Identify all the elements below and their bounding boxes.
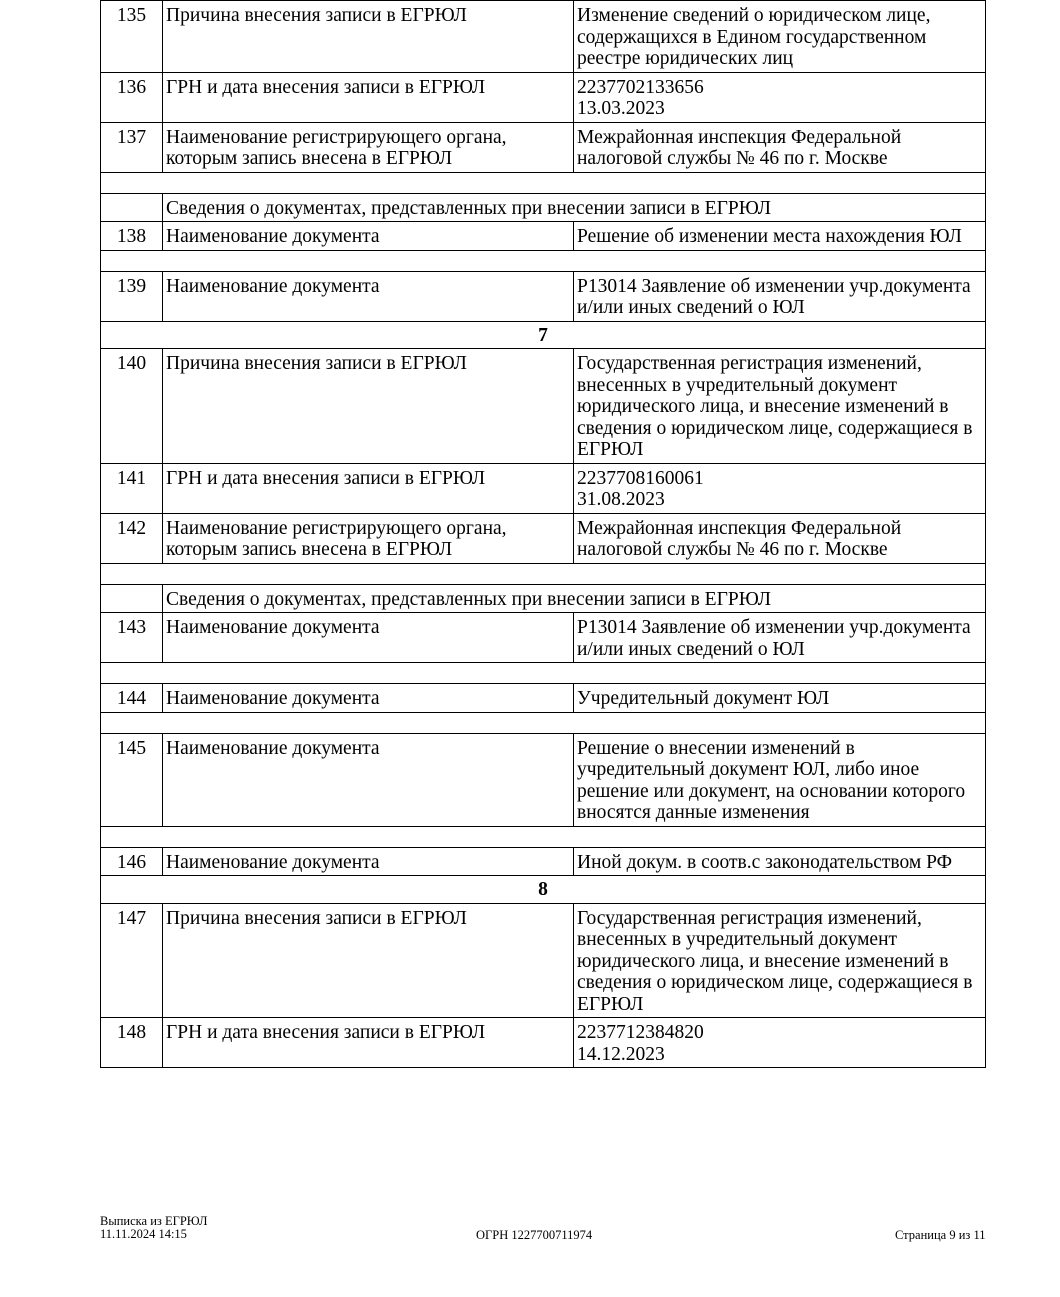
- field-value: Государственная регистрация изменений, внесенных в учредительный документ юридического лица, и внесение изменений в сведения о юридическом лице, содержащиеся в ЕГРЮЛ: [574, 903, 986, 1018]
- field-value: 2237712384820 14.12.2023: [574, 1018, 986, 1068]
- table-row: [101, 1018, 986, 1068]
- footer-page-number: Страница 9 из 11: [895, 1228, 986, 1242]
- field-label: Причина внесения записи в ЕГРЮЛ: [163, 1, 574, 73]
- field-value: Межрайонная инспекция Федеральной налоговой службы № 46 по г. Москве: [574, 122, 986, 172]
- row-number: 146: [101, 847, 163, 876]
- footer-title: Выписка из ЕГРЮЛ: [100, 1214, 208, 1228]
- section-header: Сведения о документах, представленных при внесении записи в ЕГРЮЛ: [163, 193, 986, 222]
- record-number: 8: [101, 876, 986, 904]
- row-number: 135: [101, 1, 163, 73]
- table-row: [101, 271, 986, 321]
- empty-cell: [101, 663, 986, 684]
- section-header: Сведения о документах, представленных при внесении записи в ЕГРЮЛ: [163, 584, 986, 613]
- field-label: Наименование документа: [163, 847, 574, 876]
- table-row: [101, 72, 986, 122]
- empty-number-cell: [101, 584, 163, 613]
- table-row: [101, 684, 986, 713]
- field-label: Наименование документа: [163, 222, 574, 251]
- row-number: 139: [101, 271, 163, 321]
- row-number: 140: [101, 349, 163, 464]
- table-row: [101, 513, 986, 563]
- table-row: [101, 847, 986, 876]
- empty-cell: [101, 563, 986, 584]
- field-value: Р13014 Заявление об изменении учр.документа и/или иных сведений о ЮЛ: [574, 271, 986, 321]
- footer-datetime: 11.11.2024 14:15: [100, 1227, 187, 1241]
- field-value: Решение о внесении изменений в учредительный документ ЮЛ, либо иное решение или документ, на основании которого вносятся данные изменения: [574, 733, 986, 826]
- table-row: [101, 903, 986, 1018]
- section-header-row: [101, 584, 986, 613]
- spacer-row: [101, 250, 986, 271]
- field-label: ГРН и дата внесения записи в ЕГРЮЛ: [163, 72, 574, 122]
- field-label: Причина внесения записи в ЕГРЮЛ: [163, 903, 574, 1018]
- field-value: Изменение сведений о юридическом лице, содержащихся в Едином государственном реестре юридических лиц: [574, 1, 986, 73]
- empty-cell: [101, 172, 986, 193]
- table-row: [101, 122, 986, 172]
- record-number: 7: [101, 321, 986, 349]
- row-number: 144: [101, 684, 163, 713]
- field-value: Государственная регистрация изменений, внесенных в учредительный документ юридического лица, и внесение изменений в сведения о юридическом лице, содержащиеся в ЕГРЮЛ: [574, 349, 986, 464]
- table-row: [101, 222, 986, 251]
- footer-ogrn: ОГРН 1227700711974: [476, 1228, 593, 1242]
- row-number: 137: [101, 122, 163, 172]
- field-label: Наименование регистрирующего органа, которым запись внесена в ЕГРЮЛ: [163, 513, 574, 563]
- spacer-row: [101, 712, 986, 733]
- spacer-row: [101, 826, 986, 847]
- empty-cell: [101, 250, 986, 271]
- section-header-row: [101, 193, 986, 222]
- footer-left: [100, 1215, 208, 1241]
- field-label: Наименование документа: [163, 684, 574, 713]
- egrul-extract-table: [100, 0, 986, 1068]
- spacer-row: [101, 172, 986, 193]
- table-row: [101, 733, 986, 826]
- row-number: 141: [101, 463, 163, 513]
- row-number: 148: [101, 1018, 163, 1068]
- field-value: Межрайонная инспекция Федеральной налоговой службы № 46 по г. Москве: [574, 513, 986, 563]
- record-number-row: [101, 876, 986, 904]
- row-number: 147: [101, 903, 163, 1018]
- row-number: 143: [101, 613, 163, 663]
- field-value: Иной докум. в соотв.с законодательством РФ: [574, 847, 986, 876]
- row-number: 145: [101, 733, 163, 826]
- field-label: Наименование документа: [163, 733, 574, 826]
- table-row: [101, 349, 986, 464]
- spacer-row: [101, 563, 986, 584]
- field-value: Решение об изменении места нахождения ЮЛ: [574, 222, 986, 251]
- field-value: 2237708160061 31.08.2023: [574, 463, 986, 513]
- row-number: 142: [101, 513, 163, 563]
- field-value: Р13014 Заявление об изменении учр.документа и/или иных сведений о ЮЛ: [574, 613, 986, 663]
- empty-cell: [101, 712, 986, 733]
- field-label: ГРН и дата внесения записи в ЕГРЮЛ: [163, 1018, 574, 1068]
- table-row: [101, 463, 986, 513]
- row-number: 136: [101, 72, 163, 122]
- field-label: Наименование документа: [163, 613, 574, 663]
- field-label: Наименование регистрирующего органа, которым запись внесена в ЕГРЮЛ: [163, 122, 574, 172]
- empty-number-cell: [101, 193, 163, 222]
- field-value: Учредительный документ ЮЛ: [574, 684, 986, 713]
- field-label: Наименование документа: [163, 271, 574, 321]
- table-row: [101, 613, 986, 663]
- row-number: 138: [101, 222, 163, 251]
- spacer-row: [101, 663, 986, 684]
- table-row: [101, 1, 986, 73]
- field-value: 2237702133656 13.03.2023: [574, 72, 986, 122]
- empty-cell: [101, 826, 986, 847]
- record-number-row: [101, 321, 986, 349]
- field-label: ГРН и дата внесения записи в ЕГРЮЛ: [163, 463, 574, 513]
- field-label: Причина внесения записи в ЕГРЮЛ: [163, 349, 574, 464]
